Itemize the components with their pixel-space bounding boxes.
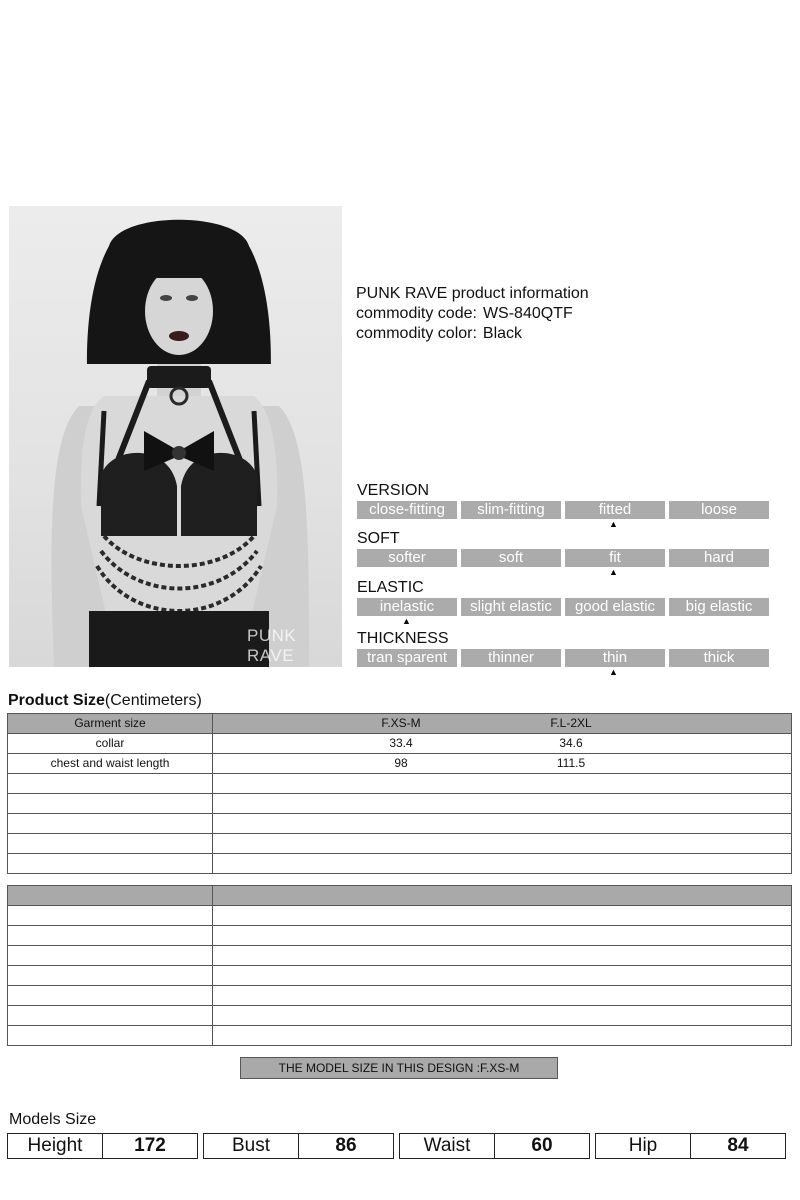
attr-option: soft — [461, 549, 561, 567]
product-size-heading: Product Size — [8, 692, 105, 709]
attr-option-selected: fitted — [565, 501, 665, 519]
triangle-up-icon: ▲ — [609, 667, 618, 677]
table-header-row — [8, 714, 792, 734]
model-measure-value: 84 — [691, 1133, 786, 1159]
attr-label: THICKNESS — [357, 630, 449, 647]
model-hip — [595, 1133, 786, 1159]
table-row-empty — [8, 1006, 792, 1026]
model-measure-label: Hip — [595, 1133, 691, 1159]
attr-option: thinner — [461, 649, 561, 667]
row-values — [213, 734, 792, 754]
row-value-2: 34.6 — [559, 736, 583, 750]
row-value-1: 33.4 — [389, 736, 413, 750]
table-row-empty — [8, 774, 792, 794]
info-title: PUNK RAVE product information — [356, 285, 589, 302]
attr-option-selected: fit — [565, 549, 665, 567]
size-header-2: F.L-2XL — [550, 716, 592, 730]
table-row-empty — [8, 946, 792, 966]
attr-option: thick — [669, 649, 769, 667]
attr-option: slight elastic — [461, 598, 561, 616]
model-measure-value: 60 — [495, 1133, 590, 1159]
attr-label: SOFT — [357, 530, 400, 547]
table-row-empty — [8, 926, 792, 946]
commodity-code-label: commodity code: — [356, 305, 477, 322]
table-row-empty — [8, 834, 792, 854]
attr-option: softer — [357, 549, 457, 567]
attr-option-selected: thin — [565, 649, 665, 667]
table-row-empty — [8, 854, 792, 874]
product-size-title — [8, 692, 202, 710]
attr-elastic — [357, 579, 769, 626]
triangle-up-icon: ▲ — [609, 519, 618, 529]
garment-size-header: Garment size — [8, 714, 213, 734]
product-size-table — [7, 713, 792, 874]
model-measure-value: 172 — [103, 1133, 198, 1159]
row-values — [213, 754, 792, 774]
models-size-row — [7, 1133, 786, 1159]
triangle-up-icon: ▲ — [609, 567, 618, 577]
model-illustration — [9, 206, 342, 667]
model-measure-label: Height — [7, 1133, 103, 1159]
product-photo — [9, 206, 342, 667]
model-measure-value: 86 — [299, 1133, 394, 1159]
model-height — [7, 1133, 198, 1159]
model-measure-label: Waist — [399, 1133, 495, 1159]
secondary-size-table — [7, 885, 792, 1046]
product-size-unit: (Centimeters) — [104, 692, 202, 709]
triangle-up-icon: ▲ — [402, 616, 411, 626]
attr-option: good elastic — [565, 598, 665, 616]
attr-options — [357, 649, 769, 667]
size-header-1: F.XS-M — [381, 716, 421, 730]
commodity-color-row — [356, 324, 589, 344]
model-waist — [399, 1133, 590, 1159]
commodity-color-value: Black — [482, 325, 523, 342]
table-row-empty — [8, 814, 792, 834]
product-info — [356, 284, 589, 344]
table-row-empty — [8, 794, 792, 814]
model-size-note: THE MODEL SIZE IN THIS DESIGN :F.XS-M — [240, 1057, 558, 1079]
table-header-row — [8, 886, 792, 906]
attr-option: tran sparent — [357, 649, 457, 667]
attr-option: big elastic — [669, 598, 769, 616]
row-value-2: 111.5 — [556, 756, 586, 770]
model-measure-label: Bust — [203, 1133, 299, 1159]
table-row-empty — [8, 1026, 792, 1046]
attr-option: hard — [669, 549, 769, 567]
attr-thickness — [357, 630, 769, 677]
row-label: chest and waist length — [8, 754, 213, 774]
row-label: collar — [8, 734, 213, 754]
models-size-title: Models Size — [9, 1111, 97, 1128]
attr-option: slim-fitting — [461, 501, 561, 519]
attr-option-selected: inelastic — [357, 598, 457, 616]
table-row-empty — [8, 906, 792, 926]
attr-version — [357, 482, 769, 529]
table-row — [8, 734, 792, 754]
attr-label: ELASTIC — [357, 579, 424, 596]
row-value-1: 98 — [394, 756, 408, 770]
attr-options — [357, 549, 769, 567]
watermark: PUNK RAVE — [247, 626, 297, 665]
attr-options — [357, 598, 769, 616]
commodity-code-value: WS-840QTF — [482, 305, 573, 322]
model-bust — [203, 1133, 394, 1159]
size-header-cell — [213, 714, 792, 734]
table-row — [8, 754, 792, 774]
commodity-color-label: commodity color: — [356, 325, 477, 342]
attr-option: loose — [669, 501, 769, 519]
table-row-empty — [8, 966, 792, 986]
attr-option: close-fitting — [357, 501, 457, 519]
commodity-code-row — [356, 304, 589, 324]
attr-soft — [357, 530, 769, 577]
attr-label: VERSION — [357, 482, 430, 499]
table-row-empty — [8, 986, 792, 1006]
attr-options — [357, 501, 769, 519]
